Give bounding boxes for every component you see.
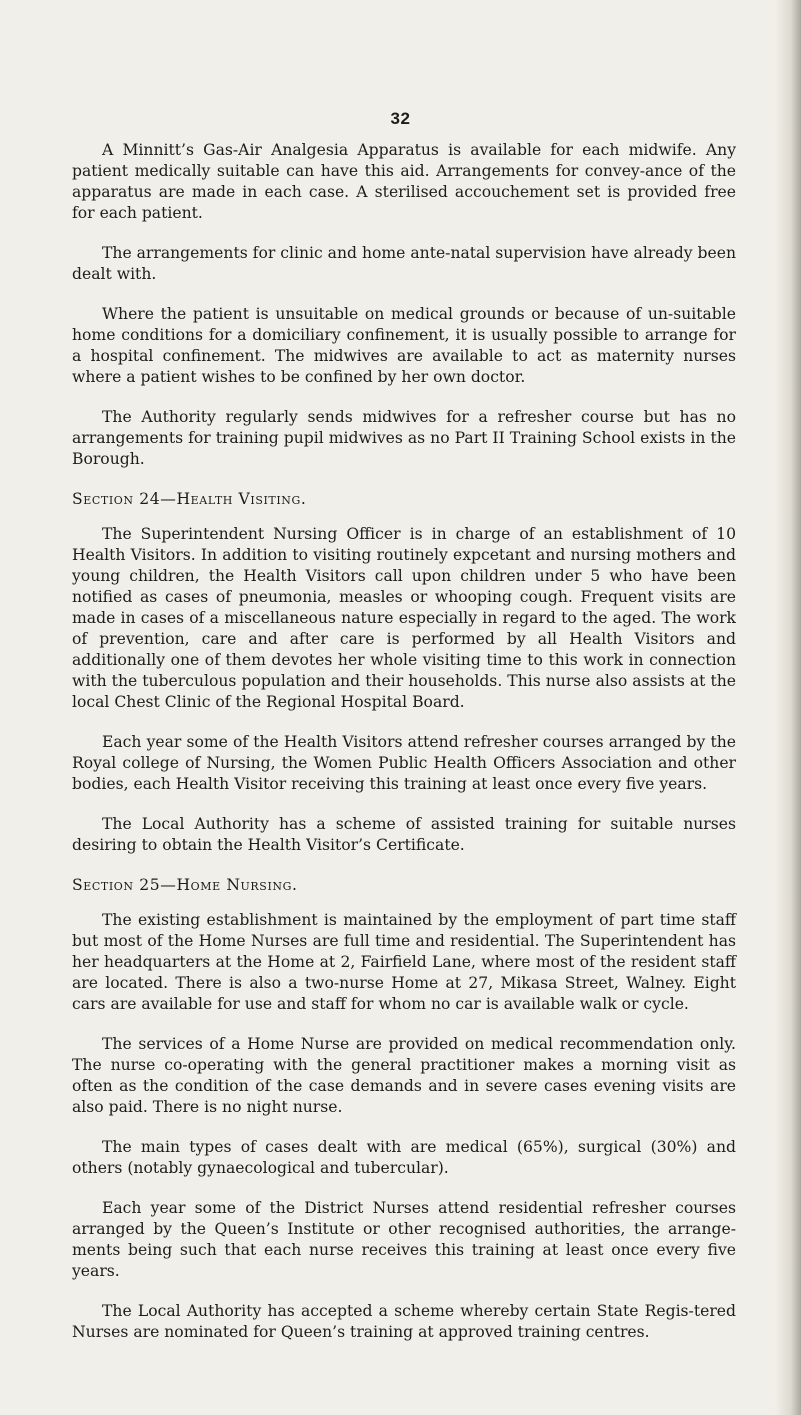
paragraph-hospital-confinement: Where the patient is unsuitable on medical grounds or because of un-suitable home conditions for a domiciliary confinement, it is usually possible to arrange for a hospital confinement. The midwives are available to act as maternity nurses where a patient wishes to be confined by her own doctor. xyxy=(72,305,736,386)
paragraph-district-nurses-refresher: Each year some of the District Nurses attend residential refresher courses arranged by the Queen’s Institute or other recognised authorities, the arrange-ments being such that each nurse receives this training at least once every five years. xyxy=(72,1199,736,1280)
paragraph-superintendent-health-visitors: The Superintendent Nursing Officer is in charge of an establishment of 10 Health Visitors. In addition to visiting routinely expcetant and nursing mothers and young children, the Health Visitors call upon children under 5 who have been notified as cases of pneumonia, measles or whooping cough. Frequent visits are made in cases of a miscellaneous nature especially in regard to the aged. The work of prevention, care and after care is performed by all Health Visitors and additionally one of them devotes her whole visiting time to this work in connection with the tuberculous population and their households. This nurse also assists at the local Chest Clinic of the Regional Hospital Board. xyxy=(72,525,736,711)
paragraph-refresher-course-midwives: The Authority regularly sends midwives for a refresher course but has no arrangements for training pupil midwives as no Part II Training School exists in the Borough. xyxy=(72,408,736,468)
paragraph-case-types: The main types of cases dealt with are medical (65%), surgical (30%) and others (notably gynaecological and tubercular). xyxy=(72,1138,736,1177)
paragraph-home-nurse-services: The services of a Home Nurse are provided on medical recommendation only. The nurse co-operating with the general practitioner makes a morning visit as often as the condition of the case demands and in severe cases evening visits are also paid. There is no night nurse. xyxy=(72,1035,736,1116)
page-number: 32 xyxy=(390,109,411,128)
section-heading-health-visiting: Section 24—Health Visiting. xyxy=(72,490,307,508)
paragraph-ante-natal-supervision: The arrangements for clinic and home ante-natal supervision have already been dealt with. xyxy=(72,244,737,283)
section-heading-home-nursing: Section 25—Home Nursing. xyxy=(72,876,298,894)
document-body xyxy=(72,140,736,1362)
page-edge-shadow xyxy=(775,0,801,1415)
paragraph-gas-air-apparatus: A Minnitt’s Gas-Air Analgesia Apparatus is available for each midwife. Any patient medically suitable can have this aid. Arrangements for convey-ance of the apparatus are made in each case. A sterilised accouchement set is provided free for each patient. xyxy=(72,141,736,222)
paragraph-health-visitor-refresher: Each year some of the Health Visitors attend refresher courses arranged by the Royal college of Nursing, the Women Public Health Officers Association and other bodies, each Health Visitor receiving this training at least once every five years. xyxy=(72,733,736,793)
paragraph-establishment: The existing establishment is maintained by the employment of part time staff but most of the Home Nurses are full time and residential. The Superintendent has her headquarters at the Home at 2, Fairfield Lane, where most of the resident staff are located. There is also a two-nurse Home at 27, Mikasa Street, Walney. Eight cars are available for use and staff for whom no car is available walk or cycle. xyxy=(72,911,736,1013)
paragraph-queens-training: The Local Authority has accepted a scheme whereby certain State Regis-tered Nurses are nominated for Queen’s training at approved training centres. xyxy=(72,1302,736,1341)
paragraph-assisted-training: The Local Authority has a scheme of assisted training for suitable nurses desiring to obtain the Health Visitor’s Certificate. xyxy=(72,815,736,854)
